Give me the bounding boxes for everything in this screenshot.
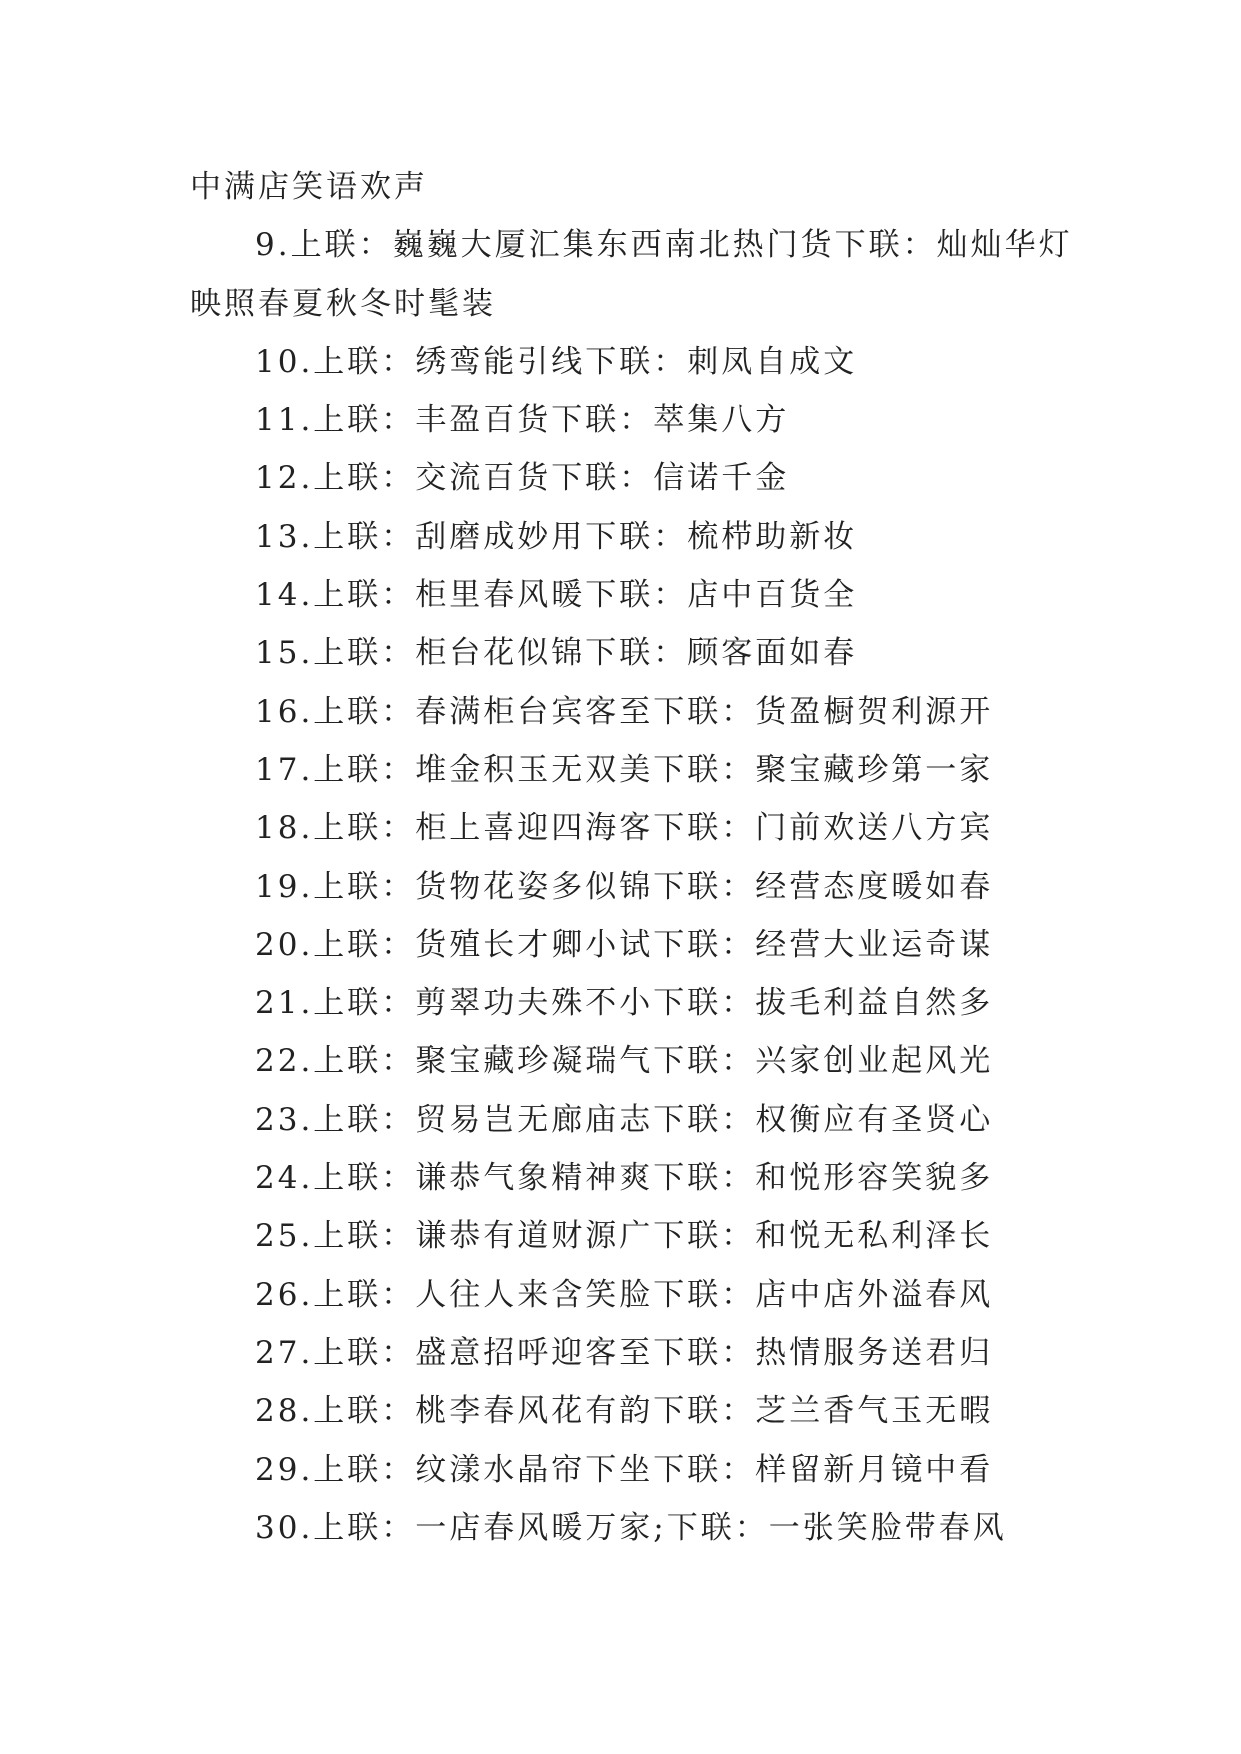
couplet-item: 24.上联：谦恭气象精神爽下联：和悦形容笑貌多 (255, 1160, 994, 1197)
couplet-item: 22.上联：聚宝藏珍凝瑞气下联：兴家创业起风光 (255, 1043, 994, 1080)
couplet-item: 30.上联：一店春风暖万家;下联：一张笑脸带春风 (255, 1509, 1007, 1546)
couplet-item: 10.上联：绣鸾能引线下联：刺凤自成文 (255, 343, 858, 380)
couplet-item: 21.上联：剪翠功夫殊不小下联：拔毛利益自然多 (255, 985, 994, 1022)
text-line: 中满店笑语欢声 (190, 169, 428, 205)
couplet-item: 15.上联：柜台花似锦下联：顾客面如春 (255, 635, 858, 672)
text-line: 映照春夏秋冬时髦装 (190, 285, 496, 322)
couplet-item: 19.上联：货物花姿多似锦下联：经营态度暖如春 (255, 868, 994, 905)
couplet-item: 11.上联：丰盈百货下联：萃集八方 (255, 402, 790, 439)
couplet-item: 16.上联：春满柜台宾客至下联：货盈橱贺利源开 (255, 693, 994, 730)
couplet-item: 20.上联：货殖长才卿小试下联：经营大业运奇谋 (255, 926, 994, 963)
couplet-item: 13.上联：刮磨成妙用下联：梳栉助新妆 (255, 518, 858, 555)
couplet-item: 27.上联：盛意招呼迎客至下联：热情服务送君归 (255, 1334, 994, 1371)
couplet-item (190, 1557, 1070, 1615)
couplet-item: 25.上联：谦恭有道财源广下联：和悦无私利泽长 (255, 1218, 994, 1255)
couplet-item: 26.上联：人往人来含笑脸下联：店中店外溢春风 (255, 1276, 994, 1313)
couplet-item: 12.上联：交流百货下联：信诺千金 (255, 460, 790, 497)
couplet-item: 9.上联：巍巍大厦汇集东西南北热门货下联：灿灿华灯 (255, 227, 1073, 264)
document-body (190, 158, 1073, 1615)
couplet-item: 18.上联：柜上喜迎四海客下联：门前欢送八方宾 (255, 810, 994, 847)
couplet-item: 29.上联：纹漾水晶帘下坐下联：样留新月镜中看 (255, 1451, 994, 1488)
couplet-item: 28.上联：桃李春风花有韵下联：芝兰香气玉无暇 (255, 1393, 994, 1430)
couplet-item: 23.上联：贸易岂无廊庙志下联：权衡应有圣贤心 (255, 1101, 994, 1138)
couplet-item: 17.上联：堆金积玉无双美下联：聚宝藏珍第一家 (255, 751, 994, 788)
couplet-item: 14.上联：柜里春风暖下联：店中百货全 (255, 577, 858, 614)
